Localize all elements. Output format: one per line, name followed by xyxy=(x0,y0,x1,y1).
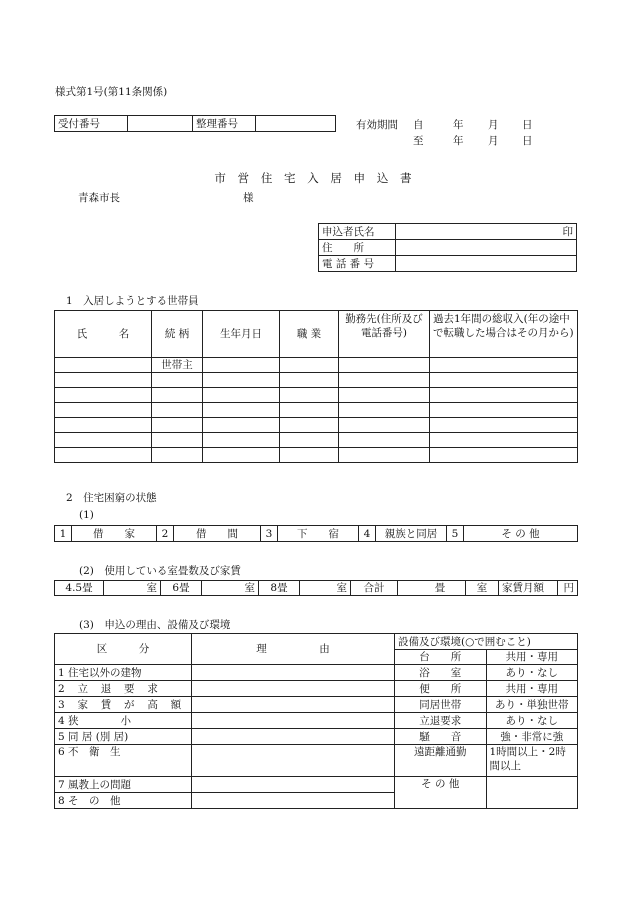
facility-cohabiting: 同居世帯 xyxy=(395,697,487,713)
applicant-name-field[interactable] xyxy=(396,224,577,240)
member-cell[interactable] xyxy=(152,373,203,388)
member-cell[interactable] xyxy=(152,403,203,418)
col-reason: 理 由 xyxy=(192,634,395,665)
reception-table xyxy=(54,115,336,132)
option-with-relatives[interactable]: 親族と同居 xyxy=(376,526,447,542)
reason-high-rent[interactable]: 3 家 賃 が 高 額 xyxy=(55,697,192,713)
member-cell[interactable] xyxy=(55,403,152,418)
member-cell[interactable] xyxy=(55,418,152,433)
member-cell[interactable] xyxy=(280,418,339,433)
member-cell[interactable] xyxy=(430,433,578,448)
option-rented-room[interactable]: 借 間 xyxy=(174,526,261,542)
member-cell[interactable] xyxy=(55,448,152,463)
facility-toilet-choice[interactable]: 共用・専用 xyxy=(486,681,578,697)
reason-field[interactable] xyxy=(192,681,395,697)
total-label: 合計 xyxy=(351,581,398,596)
facility-commute: 遠距離通勤 xyxy=(395,745,487,777)
tatami-6-label: 6畳 xyxy=(161,581,202,596)
member-cell[interactable] xyxy=(55,433,152,448)
member-cell[interactable] xyxy=(203,358,280,373)
tatami-8-rooms[interactable]: 室 xyxy=(300,581,351,596)
member-cell[interactable] xyxy=(339,433,430,448)
col-occupation: 職 業 xyxy=(280,311,339,358)
section2-sub2: (2) 使用している室畳数及び家賃 xyxy=(79,565,241,577)
facility-bath: 浴 室 xyxy=(395,665,487,681)
facility-other-field[interactable] xyxy=(486,777,578,809)
col-workplace: 勤務先(住所及び電話番号) xyxy=(339,311,430,358)
validity-label: 有効期間 xyxy=(356,119,398,131)
member-cell[interactable] xyxy=(55,388,152,403)
member-cell[interactable] xyxy=(339,373,430,388)
phone-field[interactable] xyxy=(396,256,577,272)
option-no: 2 xyxy=(157,526,174,542)
tatami-4-5-label: 4.5畳 xyxy=(55,581,104,596)
section1-title: 1 入居しようとする世帯員 xyxy=(66,295,199,307)
reason-field[interactable] xyxy=(192,697,395,713)
reason-field[interactable] xyxy=(192,793,395,809)
member-cell[interactable] xyxy=(152,418,203,433)
receipt-number-field[interactable] xyxy=(128,116,193,132)
member-cell[interactable] xyxy=(280,433,339,448)
section3-title: (3) 申込の理由、設備及び環境 xyxy=(79,619,231,631)
housing-status-table xyxy=(54,525,578,542)
member-cell[interactable] xyxy=(430,448,578,463)
addressee: 青森市長 xyxy=(78,192,120,204)
col-birthdate: 生年月日 xyxy=(203,311,280,358)
option-no: 5 xyxy=(447,526,464,542)
member-cell[interactable] xyxy=(339,358,430,373)
reason-non-residential[interactable]: 1 住宅以外の建物 xyxy=(55,665,192,681)
validity-from-year: 年 xyxy=(453,119,464,131)
member-cell[interactable] xyxy=(152,433,203,448)
col-income: 過去1年間の総収入(年の途中で転職した場合はその月から) xyxy=(430,311,578,358)
validity-to: 至 xyxy=(413,135,424,147)
rent-field[interactable]: 円 xyxy=(558,581,578,596)
tatami-8-label: 8畳 xyxy=(259,581,300,596)
validity-from: 自 xyxy=(413,119,424,131)
form-number-label: 様式第1号(第11条関係) xyxy=(55,86,168,98)
member-cell[interactable] xyxy=(203,388,280,403)
facility-eviction-choice[interactable]: あり・なし xyxy=(486,713,578,729)
validity-to-year: 年 xyxy=(453,135,464,147)
member-cell[interactable] xyxy=(203,418,280,433)
reason-field[interactable] xyxy=(192,745,395,777)
reference-number-field[interactable] xyxy=(256,116,336,132)
seal-mark: 印 xyxy=(562,225,573,238)
total-rooms[interactable]: 室 xyxy=(466,581,499,596)
member-cell[interactable] xyxy=(203,433,280,448)
reason-other[interactable]: 8 そ の 他 xyxy=(55,793,192,809)
reason-field[interactable] xyxy=(192,777,395,793)
phone-label: 電 話 番 号 xyxy=(319,256,396,272)
facility-noise-choice[interactable]: 強・非常に強 xyxy=(486,729,578,745)
member-cell[interactable] xyxy=(339,403,430,418)
member-cell[interactable] xyxy=(152,448,203,463)
rooms-rent-table xyxy=(54,580,578,596)
address-field[interactable] xyxy=(396,240,577,256)
member-cell[interactable] xyxy=(280,373,339,388)
col-category: 区 分 xyxy=(55,634,192,665)
validity-to-month: 月 xyxy=(488,135,499,147)
member-cell[interactable] xyxy=(339,448,430,463)
facility-commute-choice[interactable]: 1時間以上・2時間以上 xyxy=(486,745,578,777)
reason-cramped[interactable]: 4 狭 小 xyxy=(55,713,192,729)
member-cell[interactable] xyxy=(430,373,578,388)
total-tatami[interactable]: 畳 xyxy=(398,581,466,596)
tatami-6-rooms[interactable]: 室 xyxy=(202,581,259,596)
applicant-table xyxy=(318,223,577,272)
reason-field[interactable] xyxy=(192,713,395,729)
reason-field[interactable] xyxy=(192,665,395,681)
member-cell[interactable] xyxy=(339,388,430,403)
option-other[interactable]: そ の 他 xyxy=(464,526,578,542)
col-name: 氏 名 xyxy=(55,311,152,358)
validity-from-day: 日 xyxy=(522,119,533,131)
option-no: 1 xyxy=(55,526,72,542)
facility-noise: 騒 音 xyxy=(395,729,487,745)
facility-eviction: 立退要求 xyxy=(395,713,487,729)
facility-toilet: 便 所 xyxy=(395,681,487,697)
facility-other: そ の 他 xyxy=(395,777,487,809)
reason-table xyxy=(54,633,578,809)
member-cell[interactable] xyxy=(280,358,339,373)
member-name-cell[interactable] xyxy=(55,358,152,373)
member-cell[interactable] xyxy=(280,403,339,418)
validity-to-day: 日 xyxy=(522,135,533,147)
col-facilities: 設備及び環境(○で囲むこと) xyxy=(395,634,578,650)
reason-unsanitary[interactable]: 6 不 衛 生 xyxy=(55,745,192,777)
address-label: 住 所 xyxy=(319,240,396,256)
facility-kitchen: 台 所 xyxy=(395,650,487,665)
rent-label: 家賃月額 xyxy=(499,581,558,596)
member-cell[interactable] xyxy=(203,403,280,418)
member-cell[interactable] xyxy=(339,418,430,433)
option-no: 4 xyxy=(359,526,376,542)
option-boarding[interactable]: 下 宿 xyxy=(278,526,359,542)
member-cell[interactable] xyxy=(430,403,578,418)
option-no: 3 xyxy=(261,526,278,542)
member-cell[interactable] xyxy=(430,418,578,433)
household-table xyxy=(54,310,578,463)
member-cell[interactable] xyxy=(203,373,280,388)
member-cell[interactable] xyxy=(203,448,280,463)
option-rented-house[interactable]: 借 家 xyxy=(72,526,157,542)
facility-kitchen-choice[interactable]: 共用・専用 xyxy=(486,650,578,665)
reason-cohabitation[interactable]: 5 同 居 (別 居) xyxy=(55,729,192,745)
member-cell[interactable] xyxy=(430,388,578,403)
applicant-name-label: 申込者氏名 xyxy=(319,224,396,240)
reason-field[interactable] xyxy=(192,729,395,745)
facility-cohabiting-choice[interactable]: あり・単独世帯 xyxy=(486,697,578,713)
reason-moral[interactable]: 7 風教上の問題 xyxy=(55,777,192,793)
member-cell[interactable] xyxy=(430,358,578,373)
validity-from-month: 月 xyxy=(488,119,499,131)
receipt-number-label: 受付番号 xyxy=(55,116,128,132)
member-cell[interactable] xyxy=(55,373,152,388)
honorific: 様 xyxy=(243,192,254,204)
facility-bath-choice[interactable]: あり・なし xyxy=(486,665,578,681)
col-relation: 続 柄 xyxy=(152,311,203,358)
section2-sub1: (1) xyxy=(79,509,94,521)
reference-number-label: 整理番号 xyxy=(193,116,256,132)
member-cell[interactable] xyxy=(280,448,339,463)
member-cell[interactable] xyxy=(280,388,339,403)
tatami-4-5-rooms[interactable]: 室 xyxy=(104,581,161,596)
section2-title: 2 住宅困窮の状態 xyxy=(66,492,157,504)
member-cell[interactable] xyxy=(152,388,203,403)
page-title: 市 営 住 宅 入 居 申 込 書 xyxy=(214,171,416,185)
head-of-household: 世帯主 xyxy=(152,358,203,373)
reason-eviction[interactable]: 2 立 退 要 求 xyxy=(55,681,192,697)
